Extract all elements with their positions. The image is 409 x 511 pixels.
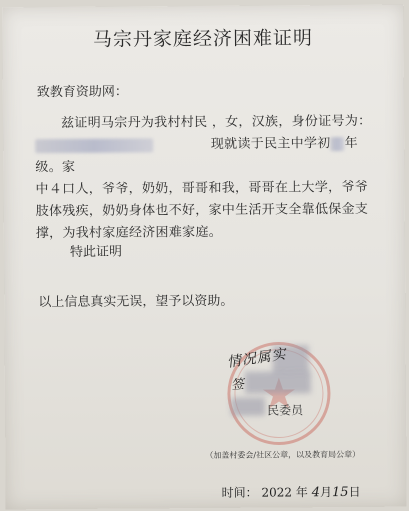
school-text: 现就读于民主中学初	[210, 136, 331, 152]
date-label: 时间：	[221, 485, 258, 500]
date-year: 2022	[261, 485, 293, 500]
closing-text: 特此证明	[69, 244, 123, 260]
body-line-1: 兹证明马宗丹为我村村民 ，女，汉族，身份证号为：	[61, 113, 372, 131]
confirmation-text: 以上信息真实无误，望予以资助。	[38, 293, 234, 311]
committee-label: 民委员	[267, 403, 304, 418]
date-day: 15	[331, 485, 349, 501]
body-line-5: 撑，为我村家庭经济困难家庭。	[35, 224, 223, 242]
certificate-paper	[2, 5, 406, 510]
date-year-unit: 年	[295, 485, 308, 500]
redacted-signature-2	[245, 371, 311, 393]
handwritten-sign: 签	[230, 377, 245, 394]
date-day-unit: 日	[348, 484, 361, 499]
grade-text: 年级。家	[35, 135, 358, 176]
certificate-body	[35, 111, 382, 245]
redacted-id-number	[35, 138, 153, 153]
handwritten-remark: 情况属实	[226, 346, 288, 371]
document-title: 马宗丹家庭经济困难证明	[92, 27, 314, 51]
body-line-3: 中４口人，爷爷，奶奶，哥哥和我，哥哥在上大学，爷爷	[35, 179, 369, 198]
body-line-2	[35, 133, 381, 179]
date-month: 4	[311, 485, 321, 501]
redacted-signature-3	[231, 398, 265, 416]
salutation: 致教育资助网：	[36, 84, 128, 101]
date-month-unit: 月	[319, 485, 333, 500]
stamp-instruction: （加盖村委会/社区公章，以及教育局公章）	[205, 449, 361, 460]
body-line-4: 肢体残疾，奶奶身体也不好，家中生活开支全靠低保金支	[35, 201, 369, 220]
redacted-grade	[330, 137, 344, 151]
issue-date	[222, 483, 361, 501]
